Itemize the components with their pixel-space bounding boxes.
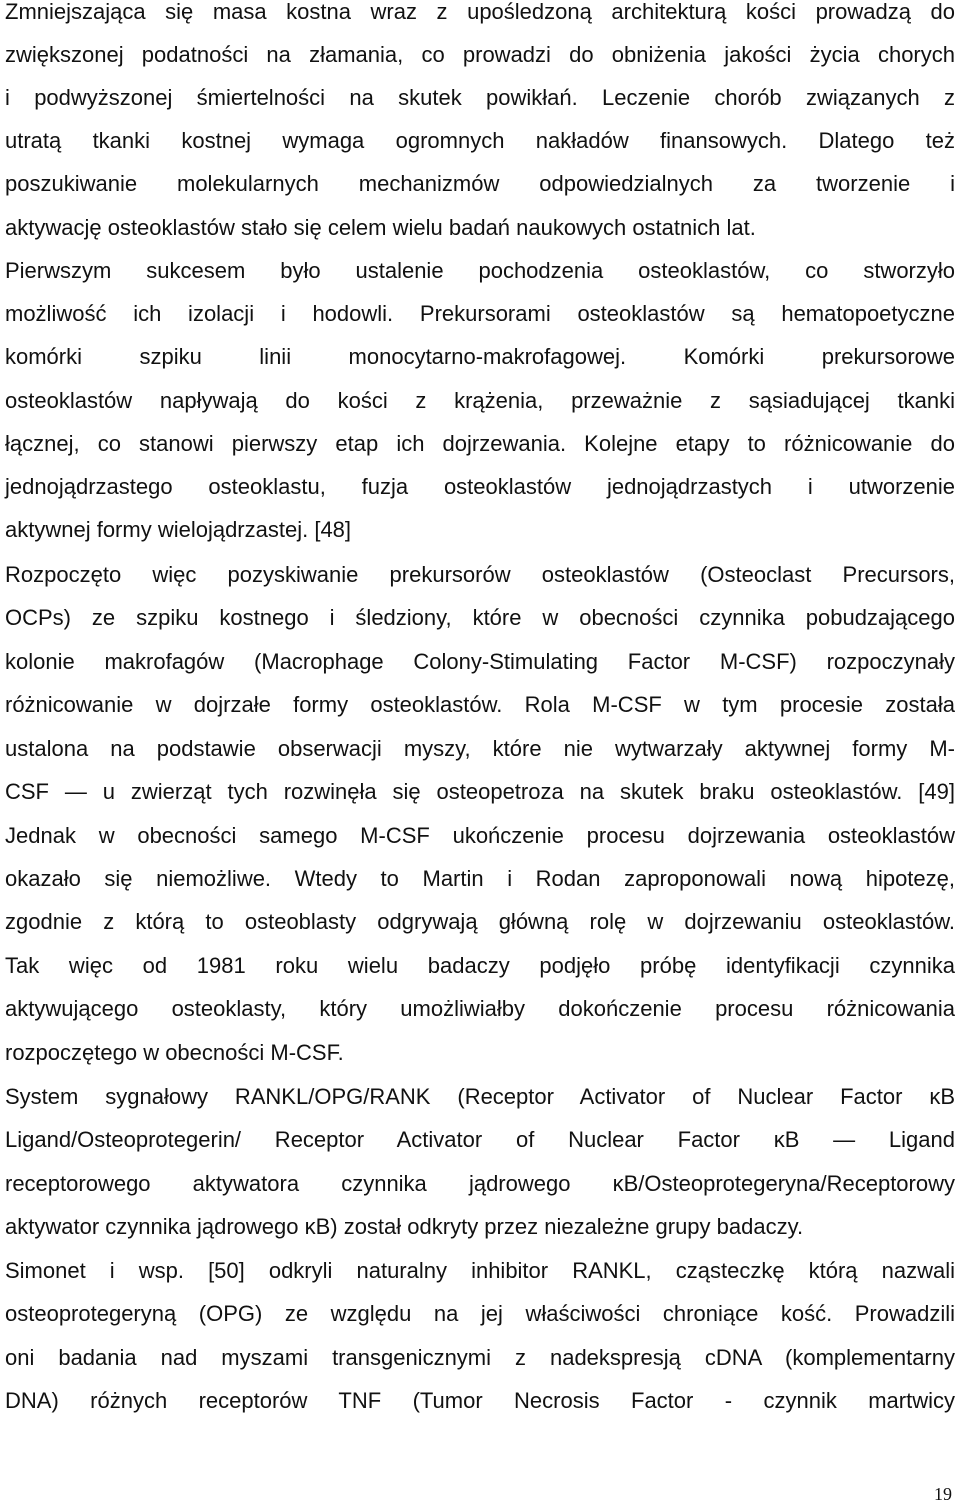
text-line: różnicowanie w dojrzałe formy osteoklastów. Rola M-CSF w tym procesie została (5, 692, 955, 717)
text-line: Jednak w obecności samego M-CSF ukończenie procesu dojrzewania osteoklastów (5, 823, 955, 848)
text-line: Tak więc od 1981 roku wielu badaczy podjęło próbę identyfikacji czynnika (5, 953, 955, 978)
text-line: zwiększonej podatności na złamania, co prowadzi do obniżenia jakości życia chorych (5, 42, 955, 67)
text-line: okazało się niemożliwe. Wtedy to Martin i Rodan zaproponowali nową hipotezę, (5, 866, 955, 891)
text-line: zgodnie z którą to osteoblasty odgrywają główną rolę w dojrzewaniu osteoklastów. (5, 909, 955, 934)
text-line: i podwyższonej śmiertelności na skutek powikłań. Leczenie chorób związanych z (5, 85, 955, 110)
page-number: 19 (934, 1484, 952, 1504)
text-line: osteoprotegeryną (OPG) ze względu na jej właściwości chroniące kość. Prowadzili (5, 1301, 955, 1326)
text-line: oni badania nad myszami transgenicznymi z nadekspresją cDNA (komplementarny (5, 1345, 955, 1370)
text-line: System sygnałowy RANKL/OPG/RANK (Receptor Activator of Nuclear Factor κB (5, 1084, 955, 1109)
text-line: ustalona na podstawie obserwacji myszy, które nie wytwarzały aktywnej formy M- (5, 736, 955, 761)
text-line: CSF — u zwierząt tych rozwinęła się osteopetroza na skutek braku osteoklastów. [49] (5, 779, 955, 804)
text-line: rozpoczętego w obecności M-CSF. (5, 1040, 344, 1065)
text-line: DNA) różnych receptorów TNF (Tumor Necrosis Factor - czynnik martwicy (5, 1388, 955, 1413)
text-line: aktywnej formy wielojądrzastej. [48] (5, 517, 352, 542)
text-line: OCPs) ze szpiku kostnego i śledziony, które w obecności czynnika pobudzającego (5, 605, 955, 630)
text-line: Rozpoczęto więc pozyskiwanie prekursorów osteoklastów (Osteoclast Precursors, (5, 562, 955, 587)
text-line: Simonet i wsp. [50] odkryli naturalny inhibitor RANKL, cząsteczkę którą nazwali (5, 1258, 955, 1283)
text-line: aktywującego osteoklasty, który umożliwiałby dokończenie procesu różnicowania (5, 996, 955, 1021)
text-line: aktywator czynnika jądrowego κB) został odkryty przez niezależne grupy badaczy. (5, 1214, 804, 1239)
text-line: jednojądrzastego osteoklastu, fuzja osteoklastów jednojądrzastych i utworzenie (5, 474, 955, 499)
text-line: komórki szpiku linii monocytarno-makrofagowej. Komórki prekursorowe (5, 344, 955, 369)
text-line: możliwość ich izolacji i hodowli. Prekursorami osteoklastów są hematopoetyczne (5, 301, 955, 326)
text-line: utratą tkanki kostnej wymaga ogromnych nakładów finansowych. Dlatego też (5, 128, 955, 153)
text-line: receptorowego aktywatora czynnika jądrowego κB/Osteoprotegeryna/Receptorowy (5, 1171, 955, 1196)
text-line: osteoklastów napływają do kości z krążenia, przeważnie z sąsiadującej tkanki (5, 388, 955, 413)
text-line: Pierwszym sukcesem było ustalenie pochodzenia osteoklastów, co stworzyło (5, 258, 955, 283)
text-line: Ligand/Osteoprotegerin/ Receptor Activator of Nuclear Factor κB — Ligand (5, 1127, 955, 1152)
text-line: poszukiwanie molekularnych mechanizmów odpowiedzialnych za tworzenie i (5, 171, 955, 196)
text-line: aktywację osteoklastów stało się celem wielu badań naukowych ostatnich lat. (5, 215, 756, 240)
text-line: łącznej, co stanowi pierwszy etap ich dojrzewania. Kolejne etapy to różnicowanie do (5, 431, 955, 456)
text-line: kolonie makrofagów (Macrophage Colony-Stimulating Factor M-CSF) rozpoczynały (5, 649, 955, 674)
text-line: Zmniejszająca się masa kostna wraz z upośledzoną architekturą kości prowadzą do (5, 0, 955, 24)
